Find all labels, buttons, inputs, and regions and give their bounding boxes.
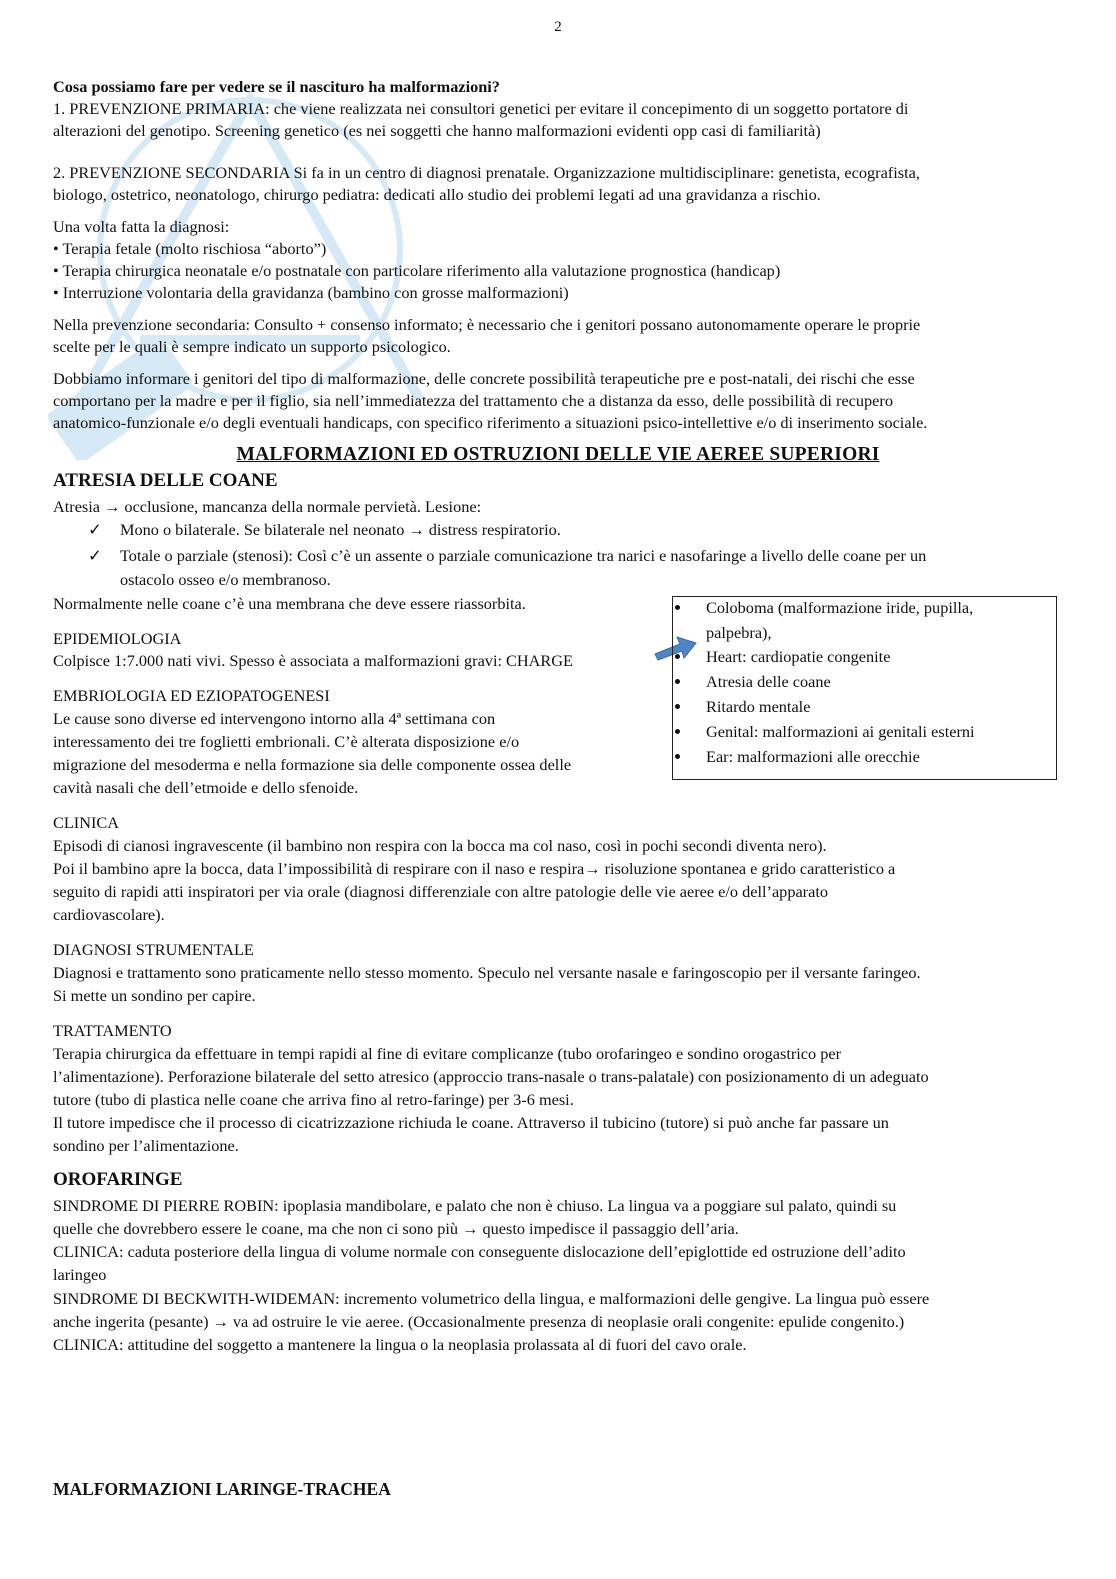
treatment-line5: sondino per l’alimentazione. — [53, 1136, 239, 1155]
embryology-line2: interessamento dei tre foglietti embrionali. C’è alterata disposizione e/o — [53, 732, 520, 751]
orofaringe-clinic1-line1: CLINICA: caduta posteriore della lingua di volume normale con conseguente dislocazione dell’epiglottide ed ostruzione dell’adito — [53, 1242, 906, 1261]
pierre-robin-line1: SINDROME DI PIERRE ROBIN: ipoplasia mandibolare, e palato che non è chiuso. La lingua va a poggiare sul palato, quindi su — [53, 1196, 897, 1215]
charge-item-label: palpebra), — [706, 623, 772, 642]
consent-line1: Nella prevenzione secondaria: Consulto + consenso informato; è necessario che i genitori possano autonomamente operare le proprie — [53, 315, 921, 334]
diagnosis-title: DIAGNOSI STRUMENTALE — [53, 940, 254, 959]
charge-acronym-box — [672, 596, 1057, 780]
check-icon: ✓ — [88, 520, 102, 539]
diagnosis-line1: Diagnosi e trattamento sono praticamente nello stesso momento. Speculo nel versante nasale e faringoscopio per il versante faringeo. — [53, 963, 921, 982]
intro-question: Cosa possiamo fare per vedere se il nascituro ha malformazioni? — [53, 77, 500, 96]
clinic-line2: Poi il bambino apre la bocca, data l’impossibilità di respirare con il naso e respira→ risoluzione spontanea e grido caratteristico a — [53, 859, 896, 878]
treatment-line1: Terapia chirurgica da effettuare in tempi rapidi al fine di evitare complicanze (tubo orofaringeo e sondino orogastrico per — [53, 1044, 842, 1063]
diagnosis-item: • Interruzione volontaria della gravidanza (bambino con grosse malformazioni) — [53, 283, 569, 302]
charge-item-label: Heart: cardiopatie congenite — [706, 647, 891, 666]
membrane-note: Normalmente nelle coane c’è una membrana che deve essere riassorbita. — [53, 594, 526, 613]
atresia-check2-line2: ostacolo osseo e/o membranoso. — [120, 570, 331, 589]
beckwith-line2: anche ingerita (pesante) → va ad ostruire le vie aeree. (Occasionalmente presenza di neoplasie orali congenite: epulide congenito.) — [53, 1312, 905, 1331]
bullet-icon — [675, 654, 680, 659]
diagnosis-item: • Terapia fetale (molto rischiosa “aborto”) — [53, 239, 327, 258]
embryology-line4: cavità nasali che dell’etmoide e dello sfenoide. — [53, 778, 359, 797]
charge-item-label: Coloboma (malformazione iride, pupilla, — [706, 598, 974, 617]
pierre-robin-line2: quelle che dovrebbero essere le coane, ma che non ci sono più → questo impedisce il passaggio dell’aria. — [53, 1219, 739, 1238]
charge-item-label: Ear: malformazioni alle orecchie — [706, 747, 920, 766]
treatment-line4: Il tutore impedisce che il processo di cicatrizzazione richiuda le coane. Attraverso il tubicino (tutore) si può anche far passare un — [53, 1113, 889, 1132]
embryology-title: EMBRIOLOGIA ED EZIOPATOGENESI — [53, 686, 330, 705]
inform-line1: Dobbiamo informare i genitori del tipo di malformazione, delle concrete possibilità terapeutiche pre e post-natali, dei rischi che esse — [53, 369, 915, 388]
primary-prevention-line2: alterazioni del genotipo. Screening genetico (es nei soggetti che hanno malformazioni evidenti opp casi di familiarità) — [53, 121, 821, 140]
consent-line2: scelte per le quali è sempre indicato un supporto psicologico. — [53, 337, 451, 356]
orofaringe-clinic1-line2: laringeo — [53, 1265, 107, 1284]
primary-prevention-line1: 1. PREVENZIONE PRIMARIA: che viene realizzata nei consultori genetici per evitare il concepimento di un soggetto portatore di — [53, 99, 909, 118]
clinic-title: CLINICA — [53, 813, 120, 832]
orofaringe-title: OROFARINGE — [53, 1169, 183, 1190]
embryology-line1: Le cause sono diverse ed intervengono intorno alla 4ª settimana con — [53, 709, 496, 728]
bullet-icon — [675, 729, 680, 734]
bullet-icon — [675, 754, 680, 759]
charge-item-label: Genital: malformazioni ai genitali esterni — [706, 722, 975, 741]
treatment-line2: l’alimentazione). Perforazione bilaterale del setto atresico (approccio trans-nasale o trans-palatale) con posizionamento di un adeguato — [53, 1067, 929, 1086]
clinic-line4: cardiovascolare). — [53, 905, 165, 924]
secondary-prevention-line2: biologo, ostetrico, neonatologo, chirurgo pediatra: dedicati allo studio dei problemi legati ad una gravidanza a rischio. — [53, 185, 821, 204]
laringe-title: MALFORMAZIONI LARINGE-TRACHEA — [53, 1479, 391, 1499]
epidemiology-title: EPIDEMIOLOGIA — [53, 629, 182, 648]
clinic-line3: seguito di rapidi atti inspiratori per via orale (diagnosi differenziale con altre patologie delle vie aeree e/o dell’apparato — [53, 882, 828, 901]
page-number: 2 — [554, 19, 562, 35]
beckwith-line1: SINDROME DI BECKWITH-WIDEMAN: incremento volumetrico della lingua, e malformazioni delle gengive. La lingua può essere — [53, 1289, 930, 1308]
treatment-line3: tutore (tubo di plastica nelle coane che arriva fino al retro-faringe) per 3-6 mesi. — [53, 1090, 574, 1109]
charge-item-label: Atresia delle coane — [706, 672, 831, 691]
inform-line2: comportano per la madre e per il figlio, sia nell’immediatezza del trattamento che a distanza da esso, delle possibilità di recupero — [53, 391, 893, 410]
diagnosis-item: • Terapia chirurgica neonatale e/o postnatale con particolare riferimento alla valutazione prognostica (handicap) — [53, 261, 781, 280]
charge-item-label: Ritardo mentale — [706, 697, 811, 716]
orofaringe-clinic2: CLINICA: attitudine del soggetto a mantenere la lingua o la neoplasia prolassata al di fuori del cavo orale. — [53, 1335, 747, 1354]
bullet-icon — [675, 605, 680, 610]
atresia-check2-line1: Totale o parziale (stenosi): Così c’è un assente o parziale comunicazione tra narici e nasofaringe a livello delle coane per un — [120, 546, 927, 565]
atresia-definition: Atresia → occlusione, mancanza della normale pervietà. Lesione: — [53, 497, 482, 516]
check-icon: ✓ — [88, 546, 102, 565]
section-title: MALFORMAZIONI ED OSTRUZIONI DELLE VIE AEREE SUPERIORI — [236, 444, 880, 465]
atresia-check1: Mono o bilaterale. Se bilaterale nel neonato → distress respiratorio. — [120, 520, 561, 539]
bullet-icon — [675, 679, 680, 684]
atresia-title: ATRESIA DELLE COANE — [53, 470, 278, 491]
bullet-icon — [675, 704, 680, 709]
inform-line3: anatomico-funzionale e/o degli eventuali handicaps, con specifico riferimento a situazioni psico-intellettive e/o di inserimento sociale. — [53, 413, 928, 432]
diagnosis-intro: Una volta fatta la diagnosi: — [53, 217, 230, 236]
treatment-title: TRATTAMENTO — [53, 1021, 172, 1040]
epidemiology-text: Colpisce 1:7.000 nati vivi. Spesso è associata a malformazioni gravi: CHARGE — [53, 651, 573, 670]
embryology-line3: migrazione del mesoderma e nella formazione sia delle componente ossea delle — [53, 755, 572, 774]
diagnosis-line2: Si mette un sondino per capire. — [53, 986, 256, 1005]
secondary-prevention-line1: 2. PREVENZIONE SECONDARIA Si fa in un centro di diagnosi prenatale. Organizzazione multidisciplinare: genetista, ecografista, — [53, 163, 920, 182]
clinic-line1: Episodi di cianosi ingravescente (il bambino non respira con la bocca ma col naso, così in pochi secondi diventa nero). — [53, 836, 827, 855]
